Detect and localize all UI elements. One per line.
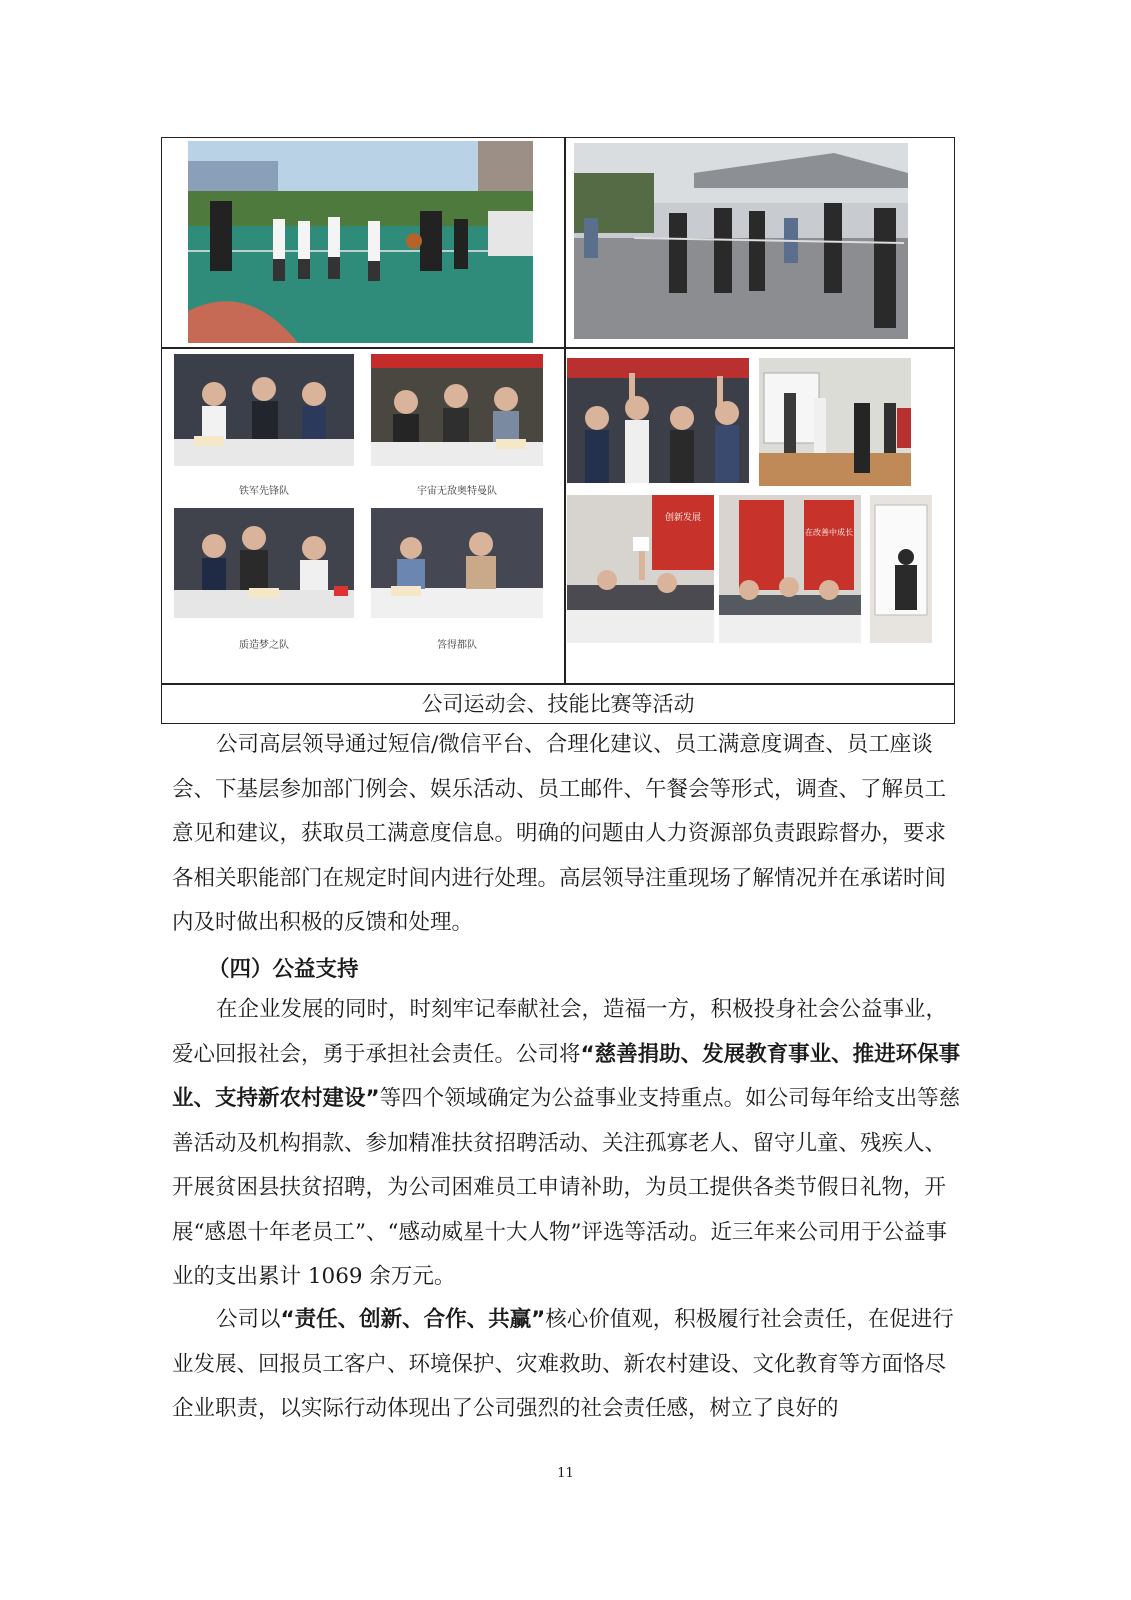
presentation-photo — [759, 358, 911, 486]
team-photo — [371, 508, 543, 618]
banner-text: 在改善中成长 — [805, 528, 853, 537]
team-label: 宇宙无敌奥特曼队 — [417, 486, 497, 497]
competition-photo — [567, 358, 749, 483]
figure-table — [161, 137, 955, 724]
whiteboard-photo — [870, 495, 932, 643]
team-photo — [174, 508, 354, 618]
figure-caption: 公司运动会、技能比赛等活动 — [421, 692, 695, 716]
team-photo — [371, 354, 543, 466]
competition-photo — [719, 495, 861, 643]
paragraph-core-values: 公司以“责任、创新、合作、共赢”核心价值观，积极履行社会责任，在促进行业发展、回报员工客户、环境保护、灾难救助、新农村建设、文化教育等方面恪尽企业职责，以实际行动体现出了公司强烈的社会责任感，树立了良好的 — [172, 1307, 954, 1421]
team-label: 质造梦之队 — [239, 640, 289, 651]
banner-text: 创新发展 — [664, 513, 702, 523]
competition-photo — [567, 495, 714, 643]
team-label: 答得都队 — [437, 640, 477, 651]
page-number: 11 — [557, 1466, 574, 1481]
emphasis-text: “慈善捐助、发展教育事业、推进环保事业、支持新农村建设” — [172, 1041, 961, 1111]
team-photo — [174, 354, 354, 466]
paragraph-public-welfare: 在企业发展的同时，时刻牢记奉献社会，造福一方，积极投身社会公益事业，爱心回报社会，勇于承担社会责任。公司将“慈善捐助、发展教育事业、推进环保事业、支持新农村建设”等四个领域确定为公益事业支持重点。如公司每年给支出等慈善活动及机构捐款、参加精准扶贫招聘活动、关注孤寡老人、留守儿童、残疾人、开展贫困县扶贫招聘，为公司困难员工申请补助，为员工提供各类节假日礼物，开展“感恩十年老员工”、“感动威星十大人物”评选等活动。近三年来公司用于公益事业的支出累计 1069 余万元。 — [172, 997, 961, 1289]
tug-of-war-photo — [574, 143, 908, 339]
table-divider-vertical — [564, 138, 566, 684]
paragraph-feedback: 公司高层领导通过短信/微信平台、合理化建议、员工满意度调查、员工座谈会、下基层参加部门例会、娱乐活动、员工邮件、午餐会等形式，调查、了解员工意见和建议，获取员工满意度信息。明确的问题由人力资源部负责跟踪督办，要求各相关职能部门在规定时间内进行处理。高层领导注重现场了解情况并在承诺时间内及时做出积极的反馈和处理。 — [172, 732, 947, 935]
table-divider-horizontal — [162, 347, 954, 349]
basketball-photo — [188, 141, 533, 343]
section-heading: （四）公益支持 — [208, 957, 359, 982]
team-label: 铁军先锋队 — [239, 486, 289, 497]
emphasis-text: “责任、创新、合作、共赢” — [280, 1307, 546, 1332]
